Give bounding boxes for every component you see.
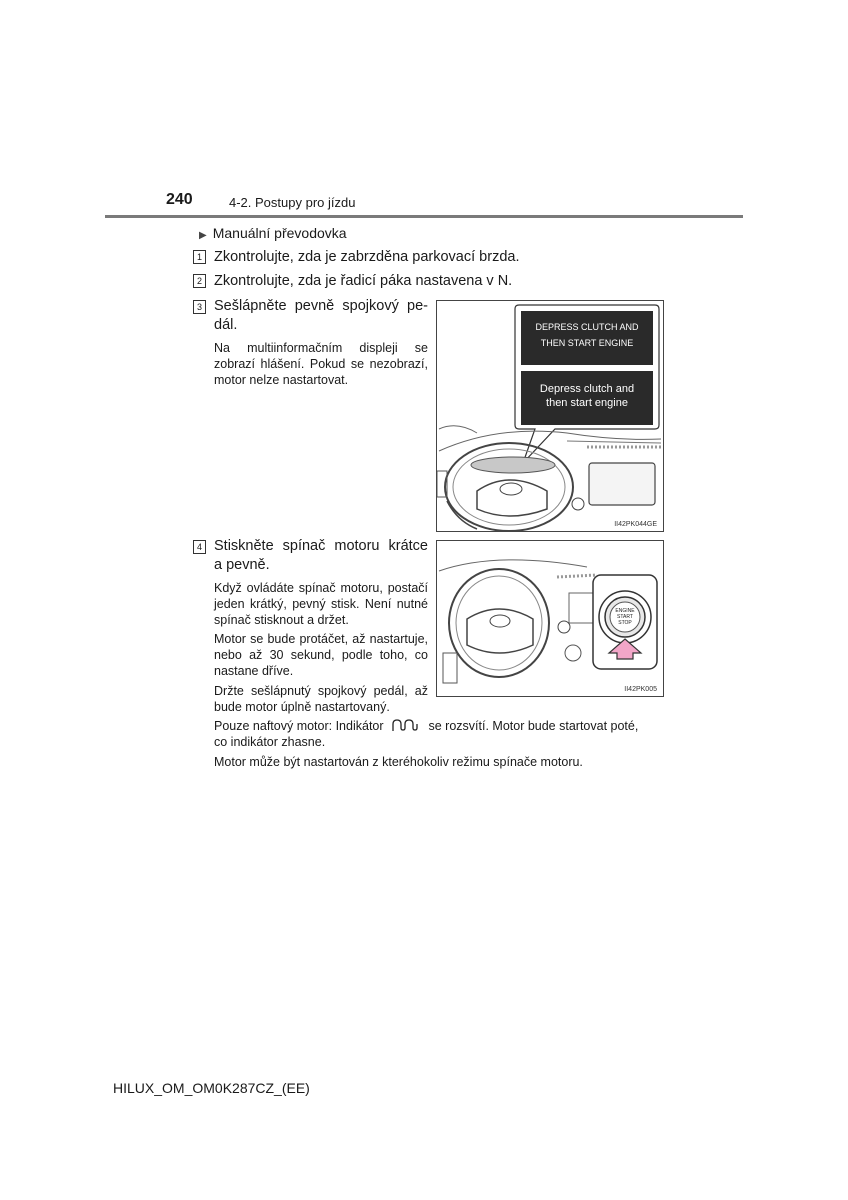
section-title: 4-2. Postupy pro jízdu: [229, 195, 356, 210]
figure-code: II42PK044GE: [614, 521, 657, 528]
figure-engine-button: [436, 540, 664, 697]
message-upper: [521, 319, 653, 351]
header-rule: [105, 215, 743, 218]
message-upper-line2: THEN START ENGINE: [540, 338, 634, 348]
step-4-note-3: Držte sešlápnutý spojkový pedál, až bude motor úplně nastartovaný.: [214, 684, 428, 714]
engine-start-stop-label: [609, 608, 641, 626]
step-number-box: 2: [193, 274, 206, 288]
step-4-note-1: Když ovládáte spínač motoru, postačí jeden krátký, pevný stisk. Není nutné spínač stisknout a držet.: [214, 581, 428, 627]
step-number-box: 1: [193, 250, 206, 264]
step-1-text: Zkontrolujte, zda je zabrzděna parkovací brzda.: [214, 249, 520, 265]
figure-code: II42PK005: [624, 686, 657, 693]
triangle-bullet-icon: ▶: [199, 230, 207, 241]
step-4-line1: Stiskněte spínač motoru krátce: [214, 538, 428, 554]
figure-clutch-message: [436, 300, 664, 532]
step-4-note-2: Motor se bude protáčet, až nastartuje, nebo až 30 sekund, podle toho, co nastane dříve.: [214, 632, 428, 678]
footer-code: HILUX_OM_OM0K287CZ_(EE): [113, 1080, 310, 1096]
step-3-line2: dál.: [214, 317, 238, 333]
diesel-note-before: Pouze naftový motor: Indikátor: [214, 719, 384, 733]
message-lower-line1: Depress clutch and: [539, 383, 635, 395]
button-label-3: STOP: [618, 620, 632, 626]
diesel-note-after: se rozsvítí. Motor bude startovat poté,: [428, 719, 639, 733]
step-3-line1: Sešlápněte pevně spojkový pe-: [214, 298, 428, 314]
diesel-note: [214, 718, 666, 750]
step-number-box: 3: [193, 300, 206, 314]
message-lower: [521, 382, 653, 410]
diesel-note-line2: co indikátor zhasne.: [214, 735, 326, 749]
page-number: 240: [166, 191, 193, 208]
message-upper-line1: DEPRESS CLUTCH AND: [535, 322, 639, 332]
step-2-text: Zkontrolujte, zda je řadicí páka nastavena v N.: [214, 273, 513, 289]
button-label-1: ENGINE: [615, 608, 635, 614]
step-3-text: [214, 297, 428, 335]
button-label-2: START: [617, 614, 633, 620]
step-4-text: [214, 537, 428, 575]
final-note: Motor může být nastartován z kteréhokoliv režimu spínače motoru.: [214, 755, 583, 769]
subheading-text: Manuální převodovka: [212, 225, 347, 241]
glow-plug-indicator-icon: [391, 718, 421, 732]
message-lower-line2: then start engine: [546, 397, 628, 409]
subheading: [199, 225, 347, 241]
step-number-box: 4: [193, 540, 206, 554]
step-4-line2: a pevně.: [214, 557, 270, 573]
step-3-note: Na multiinformačním displeji se zobrazí hlášení. Pokud se nezobrazí, motor nelze nastartovat.: [214, 341, 428, 387]
